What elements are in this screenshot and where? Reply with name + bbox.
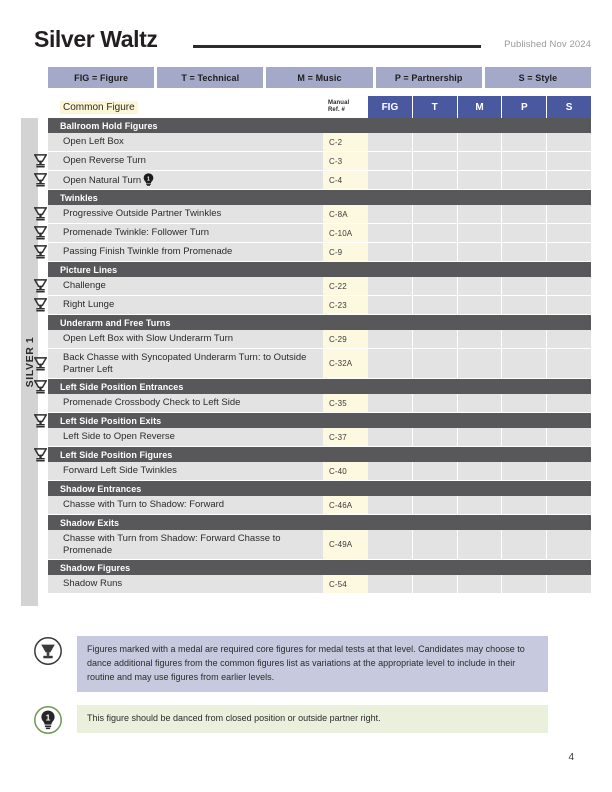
mark-cell-m[interactable] xyxy=(458,133,503,151)
figure-name-wrapper xyxy=(60,578,122,589)
mark-cell-s[interactable] xyxy=(547,349,591,378)
mark-cell-s[interactable] xyxy=(547,496,591,514)
manual-ref-label: C-8A xyxy=(329,209,348,219)
level-strip-label: SILVER 1 xyxy=(23,336,36,388)
figure-name-cell xyxy=(48,277,323,295)
medal-icon xyxy=(34,414,47,428)
figure-name-cell xyxy=(48,428,323,446)
figure-name-label: Open Left Box xyxy=(63,136,124,148)
page-header xyxy=(0,0,612,60)
mark-cell-p[interactable] xyxy=(502,205,547,223)
mark-cell-m[interactable] xyxy=(458,205,503,223)
mark-cell-p[interactable] xyxy=(502,349,547,378)
mark-cell-m[interactable] xyxy=(458,349,503,378)
mark-cell-m[interactable] xyxy=(458,394,503,412)
mark-cell-s[interactable] xyxy=(547,530,591,559)
section-title xyxy=(48,560,591,575)
mark-cell-t[interactable] xyxy=(413,330,458,348)
mark-cell-t[interactable] xyxy=(413,530,458,559)
mark-cell-t[interactable] xyxy=(413,428,458,446)
table-section-row xyxy=(48,379,591,394)
note-medal-text: Figures marked with a medal are required core figures for medal tests at that level. Candidates may choose to dance additional figures from the common figures list as variations at the appropriate level to include in their routine and may use figures from earlier levels. xyxy=(77,636,548,692)
mark-cell-t[interactable] xyxy=(413,171,458,189)
mark-cell-m[interactable] xyxy=(458,530,503,559)
medal-icon xyxy=(34,226,47,240)
table-section-row xyxy=(48,315,591,330)
table-row xyxy=(48,394,591,413)
figure-name-label: Progressive Outside Partner Twinkles xyxy=(63,208,222,220)
figure-name-wrapper xyxy=(60,352,317,374)
mark-cell-fig[interactable] xyxy=(368,171,413,189)
figure-name-label: Open Natural Turn xyxy=(63,175,142,187)
mark-cell-m[interactable] xyxy=(458,462,503,480)
column-header-mark-fig xyxy=(368,96,413,118)
manual-ref-label: C-49A xyxy=(329,540,353,549)
legend-key-3 xyxy=(376,67,482,88)
table-section-row xyxy=(48,481,591,496)
column-header-mark-label: FIG xyxy=(381,101,399,113)
mark-cell-fig[interactable] xyxy=(368,205,413,223)
figure-name-cell xyxy=(48,330,323,348)
figure-name-wrapper xyxy=(60,397,240,408)
figure-name-wrapper xyxy=(60,431,175,442)
figure-name-cell xyxy=(48,462,323,480)
mark-cell-fig[interactable] xyxy=(368,330,413,348)
section-title-label: Twinkles xyxy=(60,192,98,203)
mark-cell-fig[interactable] xyxy=(368,349,413,378)
section-title-label: Shadow Exits xyxy=(60,517,120,528)
manual-ref-cell xyxy=(323,243,368,261)
title-divider xyxy=(193,45,481,48)
figure-name-wrapper xyxy=(60,173,154,186)
page-title: Silver Waltz xyxy=(34,26,158,52)
figure-name-label: Forward Left Side Twinkles xyxy=(63,465,177,477)
mark-cell-p[interactable] xyxy=(502,133,547,151)
mark-cell-s[interactable] xyxy=(547,205,591,223)
svg-text:1: 1 xyxy=(45,712,51,723)
mark-cell-t[interactable] xyxy=(413,133,458,151)
mark-cell-s[interactable] xyxy=(547,243,591,261)
note-lightbulb-text: This figure should be danced from closed position or outside partner right. xyxy=(77,705,548,733)
table-row xyxy=(48,152,591,171)
mark-cell-t[interactable] xyxy=(413,205,458,223)
mark-cell-t[interactable] xyxy=(413,224,458,242)
figure-name-label: Back Chasse with Syncopated Underarm Turn: to Outside Partner Left xyxy=(63,352,307,375)
mark-cell-s[interactable] xyxy=(547,171,591,189)
figure-name-wrapper xyxy=(60,227,209,238)
published-date: Published Nov 2024 xyxy=(504,39,591,50)
table-row xyxy=(48,575,591,594)
figure-name-cell xyxy=(48,575,323,593)
table-row xyxy=(48,349,591,379)
medal-icon xyxy=(34,279,47,293)
figure-name-cell xyxy=(48,152,323,170)
mark-cell-p[interactable] xyxy=(502,428,547,446)
table-section-row xyxy=(48,560,591,575)
lightbulb-icon xyxy=(33,705,63,735)
mark-cell-p[interactable] xyxy=(502,224,547,242)
manual-ref-cell xyxy=(323,330,368,348)
mark-cell-s[interactable] xyxy=(547,152,591,170)
mark-cell-s[interactable] xyxy=(547,394,591,412)
figure-name-label: Right Lunge xyxy=(63,299,115,311)
legend-key-2 xyxy=(266,67,372,88)
medal-icon xyxy=(34,245,47,259)
table-row xyxy=(48,530,591,560)
figure-name-cell xyxy=(48,224,323,242)
svg-text:1: 1 xyxy=(147,176,151,183)
manual-ref-label: C-22 xyxy=(329,281,347,291)
column-header-mark-s xyxy=(547,96,591,118)
medal-icon xyxy=(34,154,47,168)
mark-cell-t[interactable] xyxy=(413,296,458,314)
figure-name-cell xyxy=(48,133,323,151)
figure-name-wrapper xyxy=(60,246,232,257)
figure-name-wrapper xyxy=(60,333,233,344)
manual-ref-cell xyxy=(323,277,368,295)
mark-cell-m[interactable] xyxy=(458,296,503,314)
legend-key-label: S = Style xyxy=(518,72,558,83)
manual-ref-label: C-9 xyxy=(329,247,343,257)
section-title-label: Left Side Position Entrances xyxy=(60,381,184,392)
mark-cell-p[interactable] xyxy=(502,462,547,480)
mark-cell-fig[interactable] xyxy=(368,496,413,514)
mark-cell-s[interactable] xyxy=(547,224,591,242)
mark-cell-s[interactable] xyxy=(547,462,591,480)
section-title xyxy=(48,379,591,394)
figure-name-label: Passing Finish Twinkle from Promenade xyxy=(63,246,233,258)
figure-name-wrapper xyxy=(60,136,124,147)
section-title-label: Underarm and Free Turns xyxy=(60,317,171,328)
mark-cell-p[interactable] xyxy=(502,152,547,170)
mark-cell-m[interactable] xyxy=(458,277,503,295)
mark-cell-p[interactable] xyxy=(502,496,547,514)
manual-ref-label: C-3 xyxy=(329,156,343,166)
mark-cell-fig[interactable] xyxy=(368,152,413,170)
section-title xyxy=(48,118,591,133)
table-row xyxy=(48,296,591,315)
mark-cell-p[interactable] xyxy=(502,296,547,314)
figure-name-wrapper xyxy=(60,299,114,310)
figure-name-label: Open Reverse Turn xyxy=(63,155,146,167)
table-section-row xyxy=(48,118,591,133)
manual-ref-cell xyxy=(323,171,368,189)
section-title xyxy=(48,447,591,462)
mark-cell-fig[interactable] xyxy=(368,394,413,412)
manual-ref-cell xyxy=(323,496,368,514)
column-header-mark-label: S xyxy=(565,101,573,113)
column-header-mark-label: M xyxy=(475,101,484,113)
mark-cell-s[interactable] xyxy=(547,330,591,348)
section-title-label: Left Side Position Exits xyxy=(60,415,162,426)
mark-cell-m[interactable] xyxy=(458,171,503,189)
table-section-row xyxy=(48,262,591,277)
column-header-mark-label: P xyxy=(520,101,528,113)
mark-cell-t[interactable] xyxy=(413,462,458,480)
section-title-label: Ballroom Hold Figures xyxy=(60,120,158,131)
mark-cell-s[interactable] xyxy=(547,296,591,314)
mark-cell-t[interactable] xyxy=(413,243,458,261)
mark-cell-fig[interactable] xyxy=(368,277,413,295)
figure-name-label: Shadow Runs xyxy=(63,578,123,590)
section-title xyxy=(48,190,591,205)
note-lightbulb-tip xyxy=(33,705,548,733)
column-header-figure xyxy=(48,96,323,118)
medal-icon xyxy=(34,448,47,462)
figure-name-cell xyxy=(48,296,323,314)
legend-key-4 xyxy=(485,67,591,88)
figure-name-cell xyxy=(48,394,323,412)
mark-cell-t[interactable] xyxy=(413,496,458,514)
table-row xyxy=(48,277,591,296)
mark-cell-p[interactable] xyxy=(502,330,547,348)
mark-cell-m[interactable] xyxy=(458,575,503,593)
medal-icon xyxy=(33,636,63,666)
mark-cell-fig[interactable] xyxy=(368,462,413,480)
mark-cell-fig[interactable] xyxy=(368,133,413,151)
table-header-row xyxy=(48,96,591,118)
manual-ref-label: C-35 xyxy=(329,398,347,408)
manual-ref-label: C-54 xyxy=(329,579,347,589)
column-header-mark-m xyxy=(458,96,503,118)
figure-name-cell xyxy=(48,205,323,223)
manual-ref-cell xyxy=(323,428,368,446)
mark-cell-fig[interactable] xyxy=(368,243,413,261)
mark-cell-m[interactable] xyxy=(458,224,503,242)
section-title-label: Left Side Position Figures xyxy=(60,449,173,460)
mark-cell-s[interactable] xyxy=(547,277,591,295)
column-header-manual-ref xyxy=(323,96,368,118)
mark-cell-t[interactable] xyxy=(413,575,458,593)
note-medal-requirement xyxy=(33,636,548,692)
mark-cell-t[interactable] xyxy=(413,277,458,295)
legend-key-label: P = Partnership xyxy=(394,72,463,83)
figures-table xyxy=(48,96,591,594)
column-header-mark-t xyxy=(413,96,458,118)
mark-cell-p[interactable] xyxy=(502,171,547,189)
section-title xyxy=(48,315,591,330)
table-section-row xyxy=(48,190,591,205)
manual-ref-cell xyxy=(323,394,368,412)
figure-name-label: Chasse with Turn to Shadow: Forward xyxy=(63,499,225,511)
mark-cell-m[interactable] xyxy=(458,152,503,170)
table-row xyxy=(48,133,591,152)
table-section-row xyxy=(48,515,591,530)
mark-cell-m[interactable] xyxy=(458,428,503,446)
table-row xyxy=(48,428,591,447)
manual-ref-cell xyxy=(323,530,368,559)
mark-cell-p[interactable] xyxy=(502,394,547,412)
manual-ref-label: C-4 xyxy=(329,175,343,185)
mark-cell-fig[interactable] xyxy=(368,575,413,593)
section-title xyxy=(48,481,591,496)
mark-cell-fig[interactable] xyxy=(368,428,413,446)
manual-ref-label: C-40 xyxy=(329,466,347,476)
figure-name-label: Challenge xyxy=(63,280,106,292)
figure-name-wrapper xyxy=(60,208,221,219)
mark-cell-t[interactable] xyxy=(413,152,458,170)
mark-cell-p[interactable] xyxy=(502,575,547,593)
manual-ref-cell xyxy=(323,205,368,223)
figure-name-cell xyxy=(48,349,323,378)
table-row xyxy=(48,330,591,349)
table-section-row xyxy=(48,447,591,462)
mark-cell-m[interactable] xyxy=(458,330,503,348)
medal-icon xyxy=(34,298,47,312)
figure-name-label: Promenade Crossbody Check to Left Side xyxy=(63,397,241,409)
manual-ref-cell xyxy=(323,133,368,151)
manual-ref-label: C-37 xyxy=(329,432,347,442)
figure-name-wrapper xyxy=(60,280,106,291)
medal-icon xyxy=(34,207,47,221)
mark-cell-m[interactable] xyxy=(458,243,503,261)
figure-name-label: Left Side to Open Reverse xyxy=(63,431,175,443)
manual-ref-label: C-32A xyxy=(329,359,353,368)
mark-cell-s[interactable] xyxy=(547,133,591,151)
column-header-manual-ref-line2: Ref. # xyxy=(328,107,345,113)
column-header-figure-label: Common Figure xyxy=(60,101,138,114)
medal-icon xyxy=(34,357,47,371)
manual-ref-cell xyxy=(323,296,368,314)
figure-name-cell xyxy=(48,171,323,189)
legend-key-label: T = Technical xyxy=(181,72,240,83)
mark-cell-s[interactable] xyxy=(547,575,591,593)
mark-cell-t[interactable] xyxy=(413,394,458,412)
manual-ref-cell xyxy=(323,224,368,242)
table-row xyxy=(48,462,591,481)
section-title-label: Shadow Entrances xyxy=(60,483,142,494)
figure-name-label: Chasse with Turn from Shadow: Forward Chasse to Promenade xyxy=(63,533,281,556)
manual-ref-label: C-29 xyxy=(329,334,347,344)
figure-name-wrapper xyxy=(60,499,224,510)
section-title-label: Picture Lines xyxy=(60,264,118,275)
mark-cell-m[interactable] xyxy=(458,496,503,514)
table-section-row xyxy=(48,413,591,428)
manual-ref-label: C-46A xyxy=(329,500,353,510)
mark-cell-t[interactable] xyxy=(413,349,458,378)
legend-key-label: FIG = Figure xyxy=(74,72,129,83)
figure-name-wrapper xyxy=(60,155,146,166)
lightbulb-icon xyxy=(143,173,154,186)
figure-name-wrapper xyxy=(60,533,317,555)
figure-name-cell xyxy=(48,496,323,514)
column-header-mark-label: T xyxy=(431,101,438,113)
section-title xyxy=(48,413,591,428)
mark-cell-p[interactable] xyxy=(502,243,547,261)
figure-name-label: Open Left Box with Slow Underarm Turn xyxy=(63,333,234,345)
manual-ref-cell xyxy=(323,349,368,378)
table-row xyxy=(48,243,591,262)
table-row xyxy=(48,224,591,243)
section-title-label: Shadow Figures xyxy=(60,562,131,573)
manual-ref-cell xyxy=(323,152,368,170)
mark-cell-s[interactable] xyxy=(547,428,591,446)
column-header-manual-ref-line1: Manual xyxy=(328,99,350,106)
legend-key-label: M = Music xyxy=(297,72,342,83)
legend-key-0 xyxy=(48,67,154,88)
section-title xyxy=(48,515,591,530)
legend-key-bar xyxy=(48,67,591,88)
manual-ref-label: C-10A xyxy=(329,228,353,238)
manual-ref-cell xyxy=(323,462,368,480)
figure-name-wrapper xyxy=(60,465,177,476)
figure-name-cell xyxy=(48,243,323,261)
figure-name-cell xyxy=(48,530,323,559)
mark-cell-p[interactable] xyxy=(502,530,547,559)
column-header-mark-p xyxy=(502,96,547,118)
table-row xyxy=(48,171,591,190)
mark-cell-fig[interactable] xyxy=(368,530,413,559)
section-title xyxy=(48,262,591,277)
table-row xyxy=(48,496,591,515)
mark-cell-p[interactable] xyxy=(502,277,547,295)
manual-ref-cell xyxy=(323,575,368,593)
figure-name-label: Promenade Twinkle: Follower Turn xyxy=(63,227,210,239)
mark-cell-fig[interactable] xyxy=(368,224,413,242)
medal-icon xyxy=(34,173,47,187)
mark-cell-fig[interactable] xyxy=(368,296,413,314)
table-row xyxy=(48,205,591,224)
manual-ref-label: C-2 xyxy=(329,137,343,147)
medal-icon xyxy=(34,380,47,394)
legend-key-1 xyxy=(157,67,263,88)
manual-ref-label: C-23 xyxy=(329,300,347,310)
page-number: 4 xyxy=(568,752,574,763)
